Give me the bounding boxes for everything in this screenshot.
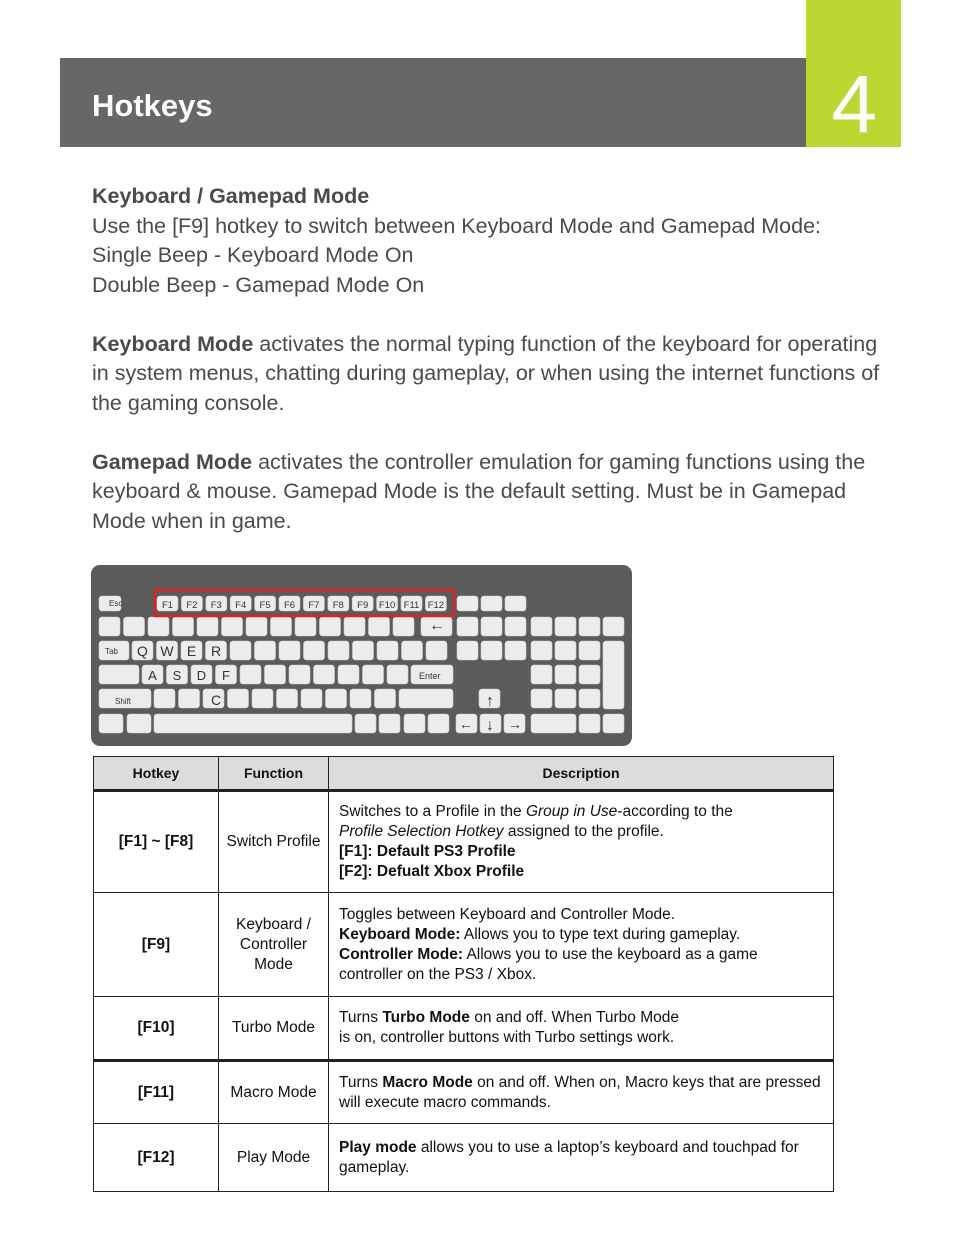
desc-text: Allows you to use the keyboard as a game controller on the PS3 / Xbox.: [339, 945, 758, 983]
key: [277, 689, 298, 708]
f-key-label: F9: [357, 600, 369, 611]
f-key-label: F4: [235, 600, 247, 611]
function-cell: Switch Profile: [219, 791, 329, 893]
key: [531, 617, 552, 636]
f-key-label: F8: [332, 600, 344, 611]
key: [555, 689, 576, 708]
function-cell: Turbo Mode: [219, 997, 329, 1061]
key: [197, 617, 218, 636]
key: [426, 641, 447, 660]
numpad-zero-key: [531, 714, 576, 733]
desc-text: assigned to the profile.: [503, 823, 664, 840]
key: [228, 689, 249, 708]
caps-key: [99, 665, 139, 684]
key: [555, 641, 576, 660]
body-text: [92, 182, 892, 536]
function-cell: Keyboard / Controller Mode: [219, 893, 329, 997]
hotkey-table: [93, 756, 834, 1192]
backspace-icon: ←: [429, 617, 445, 634]
key: [289, 665, 310, 684]
key: [338, 665, 359, 684]
column-header-function: Function: [219, 757, 329, 791]
hotkey-cell: [F1] ~ [F8]: [94, 791, 219, 893]
key: [124, 617, 145, 636]
key: [222, 617, 243, 636]
key: [531, 689, 552, 708]
f-key-label: F1: [161, 600, 174, 611]
table-row: [94, 893, 834, 997]
f-key-label: F11: [403, 600, 420, 611]
key: [363, 665, 384, 684]
column-header-description: Description: [329, 757, 834, 791]
key: [579, 689, 600, 708]
key: [265, 665, 286, 684]
key: [377, 641, 398, 660]
desc-bold: Macro Mode: [382, 1073, 473, 1091]
column-header-hotkey: Hotkey: [94, 757, 219, 791]
key: [252, 689, 273, 708]
desc-bold: Play mode: [339, 1138, 417, 1156]
chapter-badge: [806, 0, 901, 150]
key: [246, 617, 267, 636]
description-cell: [329, 791, 834, 893]
key: [505, 617, 526, 636]
section-heading: Keyboard / Gamepad Mode: [92, 184, 370, 208]
hotkey-cell: [F9]: [94, 893, 219, 997]
key: [505, 596, 526, 611]
keyboard-mode-title: Keyboard Mode: [92, 331, 254, 356]
key: [326, 689, 347, 708]
key: [154, 689, 175, 708]
key: [457, 617, 478, 636]
key: [555, 617, 576, 636]
key: [579, 714, 600, 733]
letter-key-label: A: [148, 668, 157, 683]
function-cell: Play Mode: [219, 1124, 329, 1192]
key: [99, 714, 123, 733]
key: [350, 689, 371, 708]
c-key-label: C: [210, 692, 222, 708]
key: [579, 665, 600, 684]
description-cell: [329, 1061, 834, 1124]
key: [505, 641, 526, 660]
enter-key-label: Enter: [419, 671, 441, 681]
f-key-label: F12: [427, 600, 445, 611]
key: [240, 665, 261, 684]
key: [314, 665, 335, 684]
description-cell: [329, 893, 834, 997]
intro-line: Single Beep - Keyboard Mode On: [92, 243, 414, 267]
arrow-up-icon: ↑: [486, 693, 494, 710]
key: [387, 665, 408, 684]
desc-bold: [F2]: Defualt Xbox Profile: [339, 863, 525, 880]
desc-bold: Controller Mode:: [339, 945, 463, 963]
description-cell: [329, 1124, 834, 1192]
letter-key-label: E: [186, 643, 197, 659]
key: [393, 617, 414, 636]
hotkey-cell: [F12]: [94, 1124, 219, 1192]
desc-text: allows you to use a laptop’s keyboard and touchpad for gameplay.: [339, 1138, 799, 1176]
desc-text: is on, controller buttons with Turbo settings work.: [339, 1029, 675, 1046]
table-row: [94, 1124, 834, 1192]
key: [304, 641, 325, 660]
hotkey-cell: [F10]: [94, 997, 219, 1061]
f-key-label: F10: [378, 600, 396, 611]
key: [127, 714, 151, 733]
key: [271, 617, 292, 636]
key: [148, 617, 169, 636]
space-key: [154, 714, 352, 733]
key: [328, 641, 349, 660]
table-header-row: [94, 757, 834, 791]
gamepad-mode-paragraph: [92, 448, 892, 537]
key: [579, 617, 600, 636]
key: [603, 617, 624, 636]
description-cell: [329, 997, 834, 1061]
arrow-right-icon: →: [508, 716, 522, 732]
key: [531, 665, 552, 684]
letter-key-label: D: [196, 668, 207, 683]
desc-bold: Turbo Mode: [382, 1009, 470, 1026]
key: [555, 665, 576, 684]
desc-text: -according to the: [617, 803, 733, 820]
key: [531, 641, 552, 660]
f-key-label: F7: [308, 600, 320, 611]
function-cell: Macro Mode: [219, 1061, 329, 1124]
desc-italic: Profile Selection Hotkey: [339, 823, 504, 840]
key: [255, 641, 276, 660]
key: [295, 617, 316, 636]
desc-text: Toggles between Keyboard and Controller Mode.: [339, 905, 676, 923]
shift-key-right: [399, 689, 453, 708]
desc-italic: Group in Use: [525, 803, 618, 820]
hotkey-cell: [F11]: [94, 1061, 219, 1124]
key: [379, 714, 400, 733]
key: [428, 714, 449, 733]
key: [457, 641, 478, 660]
key: [279, 641, 300, 660]
keyboard-mode-text: activates the normal typing function of the keyboard for operating in system menus, chatting during gameplay, or when using the internet functions of the gaming console.: [92, 331, 880, 415]
letter-key-label: S: [172, 668, 182, 683]
key: [344, 617, 365, 636]
desc-text: on and off. When Turbo Mode: [469, 1009, 679, 1026]
key: [369, 617, 390, 636]
letter-key-label: W: [160, 643, 174, 659]
key: [301, 689, 322, 708]
key: [355, 714, 376, 733]
key: [404, 714, 425, 733]
numpad-plus-key: [603, 641, 624, 709]
letter-key-label: Q: [137, 643, 148, 659]
key: [481, 596, 502, 611]
gamepad-mode-title: Gamepad Mode: [92, 449, 253, 474]
shift-key-label: Shift: [115, 697, 132, 706]
key: [320, 617, 341, 636]
key: [179, 689, 200, 708]
letter-key-label: R: [210, 643, 222, 659]
tab-key-label: Tab: [105, 647, 118, 656]
intro-line: Use the [F9] hotkey to switch between Keyboard Mode and Gamepad Mode:: [92, 213, 822, 238]
header-bar: [60, 58, 806, 147]
desc-text: Turns: [339, 1009, 383, 1026]
key: [603, 714, 624, 733]
key: [353, 641, 374, 660]
letter-key-label: F: [222, 668, 230, 683]
desc-text: on and off. When on, Macro keys that are pressed will execute macro commands.: [339, 1073, 821, 1111]
f-key-label: F5: [259, 600, 271, 611]
key: [481, 617, 502, 636]
key: [481, 641, 502, 660]
desc-text: Switches to a Profile in the: [339, 803, 526, 820]
arrow-down-icon: ↓: [486, 717, 494, 734]
key: [402, 641, 423, 660]
keyboard-illustration: [91, 565, 632, 746]
desc-bold: Keyboard Mode:: [339, 925, 461, 943]
key: [173, 617, 194, 636]
f-key-label: F3: [210, 600, 222, 611]
table-row: [94, 791, 834, 893]
gamepad-mode-text: activates the controller emulation for gaming functions using the keyboard & mouse. Gamepad Mode is the default setting. Must be in Gamepad Mode when in game.: [92, 449, 866, 533]
desc-text: Turns: [339, 1073, 383, 1091]
f-key-label: F6: [283, 600, 296, 611]
key: [375, 689, 396, 708]
intro-line: Double Beep - Gamepad Mode On: [92, 272, 425, 297]
table-row: [94, 1061, 834, 1124]
desc-text: Allows you to type text during gameplay.: [460, 925, 741, 943]
table-row: [94, 997, 834, 1061]
chapter-number: 4: [831, 59, 877, 150]
key: [579, 641, 600, 660]
desc-bold: [F1]: Default PS3 Profile: [339, 843, 516, 860]
key: [99, 617, 120, 636]
page-title: Hotkeys: [92, 88, 213, 123]
keyboard-mode-paragraph: [92, 330, 892, 419]
key: [457, 596, 478, 611]
f-key-label: F2: [186, 600, 198, 611]
key: [230, 641, 251, 660]
esc-key-label: Esc: [109, 599, 123, 608]
arrow-left-icon: ←: [459, 716, 473, 732]
